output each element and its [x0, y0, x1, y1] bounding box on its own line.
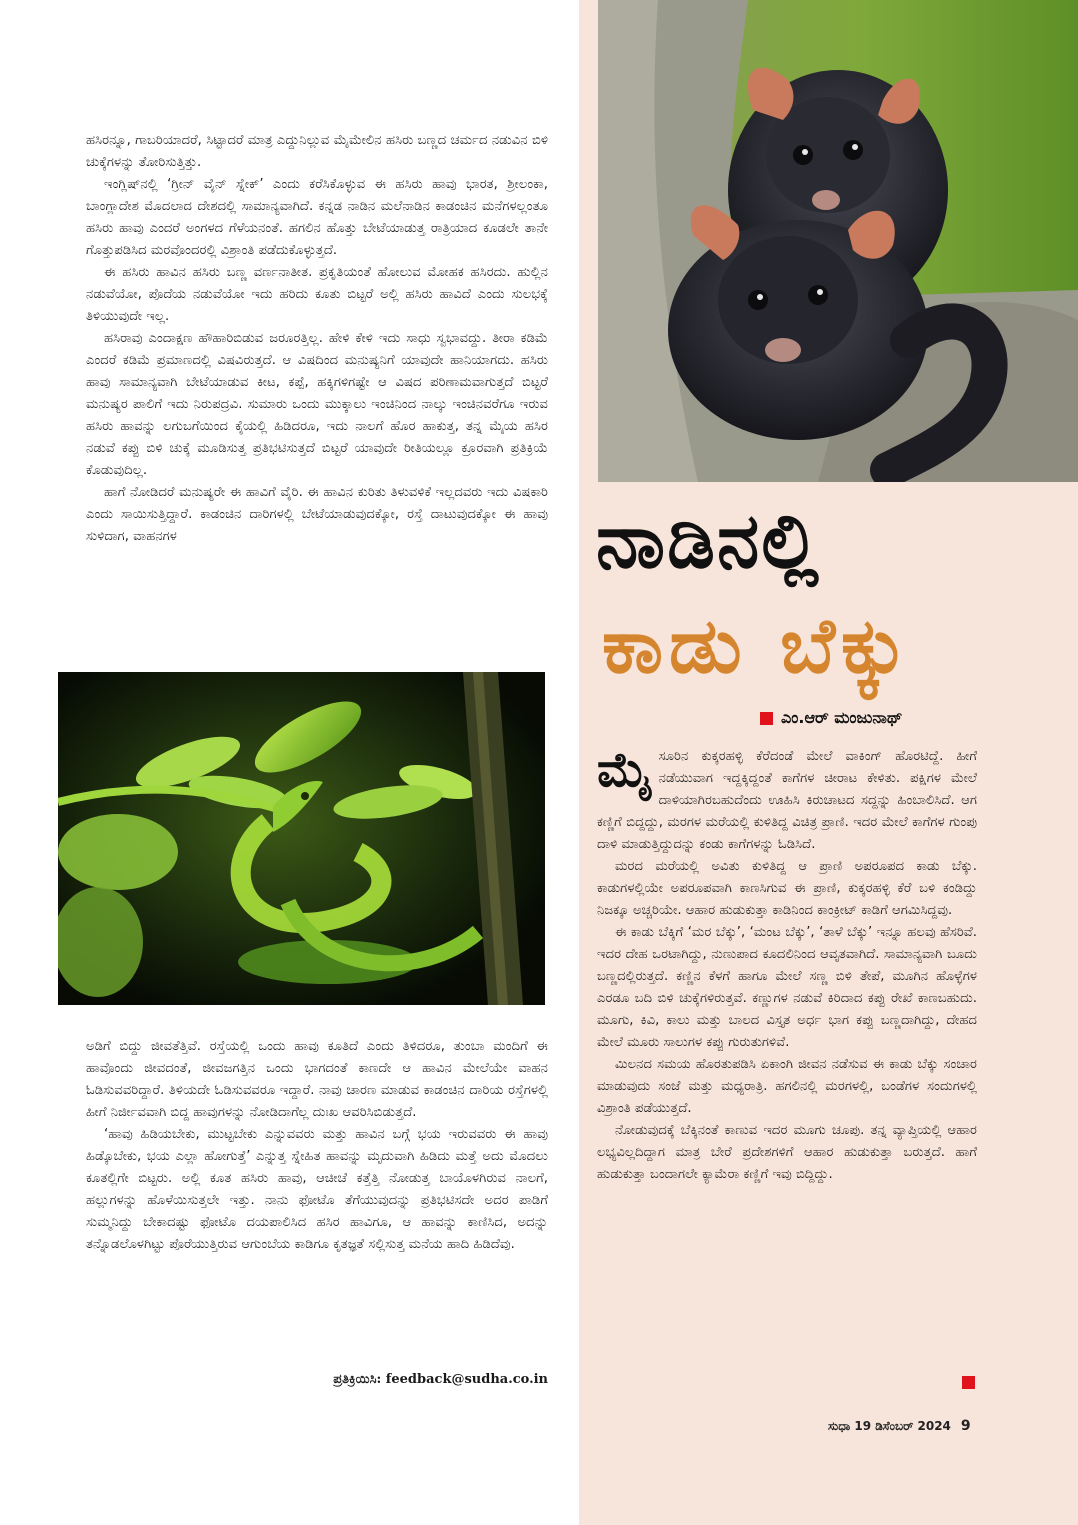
issue-label: ಸುಧಾ 19 ಡಿಸೆಂಬರ್ 2024: [828, 1419, 951, 1433]
right-column: [597, 746, 977, 1366]
paragraph: ಹಸಿರಾವು ಎಂದಾಕ್ಷಣ ಹೌಹಾರಿಬಿಡುವ ಜರೂರತ್ತಿಲ್ಲ. ಹೇಳಿ ಕೇಳಿ ಇದು ಸಾಧು ಸ್ವಭಾವದ್ದು. ತೀರಾ ಕಡಿಮೆ ಎಂದರೆ ಕಡಿಮೆ ಪ್ರಮಾಣದಲ್ಲಿ ವಿಷವಿರುತ್ತದೆ. ಆ ವಿಷದಿಂದ ಮನುಷ್ಯನಿಗೆ ಯಾವುದೇ ಹಾನಿಯಾಗದು. ಹಸಿರು ಹಾವು ಸಾಮಾನ್ಯವಾಗಿ ಬೇಟೆಯಾಡುವ ಕೀಟ, ಕಪ್ಪೆ, ಹಕ್ಕಿಗಳಿಗಷ್ಟೇ ಆ ವಿಷದ ಪರಿಣಾಮವಾಗುತ್ತದೆ ಬಿಟ್ಟರೆ ಮನುಷ್ಯರ ಪಾಲಿಗೆ ಇದು ನಿರುಪದ್ರವಿ. ಸುಮಾರು ಒಂದು ಮುಕ್ಕಾಲು ಇಂಚಿನಿಂದ ನಾಲ್ಕು ಇಂಚಿನವರೆಗೂ ಇರುವ ಹಸಿರು ಹಾವನ್ನು ಲಗುಬಗೆಯಿಂದ ಕೈಯಲ್ಲಿ ಹಿಡಿದರೂ, ಇದು ನಾಲಗೆ ಹೊರ ಹಾಕುತ್ತ, ತನ್ನ ಮೈಯ ಹಸಿರ ನಡುವೆ ಕಪ್ಪು ಬಿಳಿ ಚುಕ್ಕೆ ಮೂಡಿಸುತ್ತ ಪ್ರತಿಭಟಿಸುತ್ತದೆ ಬಿಟ್ಟರೆ ಯಾವುದೇ ರೀತಿಯಲ್ಲೂ ಕ್ರೂರವಾಗಿ ಪ್ರತಿಕ್ರಿಯೆ ಕೊಡುವುದಿಲ್ಲ.: [86, 331, 548, 478]
paragraph: ಅಡಿಗೆ ಬಿದ್ದು ಜೀವತೆತ್ತಿವೆ. ರಸ್ತೆಯಲ್ಲಿ ಒಂದು ಹಾವು ಕೂತಿದೆ ಎಂದು ತಿಳಿದರೂ, ತುಂಬಾ ಮಂದಿಗೆ ಈ ಹಾವೊಂದು ಜೀವದಂತೆ, ಜೀವಜಗತ್ತಿನ ಒಂದು ಭಾಗದಂತೆ ಕಾಣದೇ ಆ ಹಾವಿನ ಮೇಲೆಯೇ ವಾಹನ ಓಡಿಸುವವರಿದ್ದಾರೆ. ತಿಳಿಯದೇ ಓಡಿಸುವವರೂ ಇದ್ದಾರೆ. ನಾವು ಚಾರಣ ಮಾಡುವ ಕಾಡಂಚಿನ ದಾರಿಯ ರಸ್ತೆಗಳಲ್ಲಿ ಹೀಗೆ ನಿರ್ಜೀವವಾಗಿ ಬಿದ್ದ ಹಾವುಗಳನ್ನು ನೋಡಿದಾಗೆಲ್ಲ ದುಃಖ ಆವರಿಸಿಬಿಡುತ್ತದೆ.: [86, 1039, 548, 1120]
paragraph: ಹಾಗೆ ನೋಡಿದರೆ ಮನುಷ್ಯರೇ ಈ ಹಾವಿಗೆ ವೈರಿ. ಈ ಹಾವಿನ ಕುರಿತು ತಿಳುವಳಿಕೆ ಇಲ್ಲದವರು ಇದು ವಿಷಕಾರಿ ಎಂದು ಸಾಯಿಸುತ್ತಿದ್ದಾರೆ. ಕಾಡಂಚಿನ ದಾರಿಗಳಲ್ಲಿ ಬೇಟೆಯಾಡುವುದಕ್ಕೋ, ರಸ್ತೆ ದಾಟುವುದಕ್ಕೋ ಈ ಹಾವು ಸುಳಿದಾಗ, ವಾಹನಗಳ: [86, 485, 548, 544]
lead-paragraph: [597, 746, 977, 856]
paragraph: ಈ ಕಾಡು ಬೆಕ್ಕಿಗೆ ‘ಮರ ಬೆಕ್ಕು’, ‘ಮಂಟ ಬೆಕ್ಕು’, ‘ತಾಳೆ ಬೆಕ್ಕು’ ಇನ್ನೂ ಹಲವು ಹೆಸರಿವೆ. ಇದರ ದೇಹ ಒರಟಾಗಿದ್ದು, ನುಣುಪಾದ ಕೂದಲಿನಿಂದ ಆವೃತವಾಗಿದೆ. ಸಾಮಾನ್ಯವಾಗಿ ಬೂದು ಬಣ್ಣದಲ್ಲಿರುತ್ತದೆ. ಕಣ್ಣಿನ ಕೆಳಗೆ ಹಾಗೂ ಮೇಲೆ ಸಣ್ಣ ಬಿಳಿ ತೇಪೆ, ಮೂಗಿನ ಹೊಳ್ಳೆಗಳ ಎರಡೂ ಬದಿ ಬಿಳಿ ಚುಕ್ಕೆಗಳಿರುತ್ತವೆ. ಕಣ್ಣುಗಳ ನಡುವೆ ಕಿರಿದಾದ ಕಪ್ಪು ರೇಖೆ ಕಾಣಬಹುದು. ಮೂಗು, ಕಿವಿ, ಕಾಲು ಮತ್ತು ಬಾಲದ ವಿಸ್ತೃತ ಅರ್ಧ ಭಾಗ ಕಪ್ಪು ಬಣ್ಣದಾಗಿದ್ದು, ದೇಹದ ಮೇಲೆ ಮೂರು ಸಾಲುಗಳ ಕಪ್ಪು ಗುರುತುಗಳಿವೆ.: [597, 925, 977, 1050]
author-name: ಎಂ.ಆರ್‌ ಮಂಜುನಾಥ್: [781, 708, 903, 727]
end-mark-icon: [962, 1376, 975, 1389]
left-column-bottom: [86, 1036, 548, 1376]
paragraph: ‘ಹಾವು ಹಿಡಿಯಬೇಕು, ಮುಟ್ಟಬೇಕು ಎನ್ನುವವರು ಮತ್ತು ಹಾವಿನ ಬಗ್ಗೆ ಭಯ ಇರುವವರು ಈ ಹಾವು ಹಿಡ್ಕೊಬೇಕು, ಭಯ ಎಲ್ಲಾ ಹೋಗುತ್ತೆ’ ಎನ್ನುತ್ತ ಸ್ನೇಹಿತ ಹಾವನ್ನು ಮೃದುವಾಗಿ ಹಿಡಿದು ಮತ್ತೆ ಅದು ಮೊದಲು ಕೂತಲ್ಲಿಗೇ ಬಿಟ್ಟರು. ಅಲ್ಲಿ ಕೂತ ಹಸಿರು ಹಾವು, ಆಚೀಚೆ ಕತ್ತೆತ್ತಿ ನೋಡುತ್ತ ಬಾಯೊಳಗಿರುವ ನಾಲಗೆ, ಹಲ್ಲುಗಳನ್ನು ಹೊಳೆಯಿಸುತ್ತಲೇ ಇತ್ತು. ನಾನು ಫೋಟೊ ತೆಗೆಯುವುದನ್ನು ಪ್ರತಿಭಟಿಸದೇ ಅದರ ಪಾಡಿಗೆ ಸುಮ್ಮನಿದ್ದು ಬೇಕಾದಷ್ಟು ಫೋಟೊ ದಯಪಾಲಿಸಿದ ಹಸಿರ ಹಾವಿಗೂ, ಆ ಹಾವನ್ನು ಕಾಣಿಸಿದ, ಅದನ್ನು ತನ್ನೊಡಲೊಳಗಿಟ್ಟು ಪೊರೆಯುತ್ತಿರುವ ಆಗುಂಬೆಯ ಕಾಡಿಗೂ ಕೃತಜ್ಞತೆ ಸಲ್ಲಿಸುತ್ತ ಮನೆಯ ಹಾದಿ ಹಿಡಿದೆವು.: [86, 1127, 548, 1252]
paragraph: ಮರದ ಮರೆಯಲ್ಲಿ ಅವಿತು ಕುಳಿತಿದ್ದ ಆ ಪ್ರಾಣಿ ಅಪರೂಪದ ಕಾಡು ಬೆಕ್ಕು. ಕಾಡುಗಳಲ್ಲಿಯೇ ಅಪರೂಪವಾಗಿ ಕಾಣಸಿಗುವ ಈ ಪ್ರಾಣಿ, ಕುಕ್ಕರಹಳ್ಳಿ ಕೆರೆ ಬಳಿ ಕಂಡಿದ್ದು ನಿಜಕ್ಕೂ ಅಚ್ಚರಿಯೇ. ಆಹಾರ ಹುಡುಕುತ್ತಾ ಕಾಡಿನಿಂದ ಕಾಂಕ್ರೀಟ್ ಕಾಡಿಗೆ ಆಗಮಿಸಿದ್ದವು.: [597, 859, 977, 918]
paragraph: ನೋಡುವುದಕ್ಕೆ ಬೆಕ್ಕಿನಂತೆ ಕಾಣುವ ಇದರ ಮೂಗು ಚೂಪು. ತನ್ನ ವ್ಯಾಪ್ತಿಯಲ್ಲಿ ಆಹಾರ ಲಭ್ಯವಿಲ್ಲದಿದ್ದಾಗ ಮಾತ್ರ ಬೇರೆ ಪ್ರದೇಶಗಳಿಗೆ ಆಹಾರ ಹುಡುಕುತ್ತಾ ಬರುತ್ತದೆ. ಹಾಗೆ ಹುಡುಕುತ್ತಾ ಬಂದಾಗಲೇ ಕ್ಯಾಮೆರಾ ಕಣ್ಣಿಗೆ ಇವು ಬಿದ್ದಿದ್ದು.: [597, 1123, 977, 1182]
byline: [760, 708, 902, 728]
green-vine-snake-photo: [58, 672, 545, 1005]
lead-text: ಸೂರಿನ ಕುಕ್ಕರಹಳ್ಳಿ ಕೆರೆದಂಡೆ ಮೇಲೆ ವಾಕಿಂಗ್ ಹೊರಟಿದ್ದೆ. ಹೀಗೆ ನಡೆಯುವಾಗ ಇದ್ದಕ್ಕಿದ್ದಂತೆ ಕಾಗೆಗಳ ಚೀರಾಟ ಕೇಳಿತು. ಪಕ್ಷಿಗಳ ಮೇಲೆ ದಾಳಿಯಾಗಿರಬಹುದೆಂದು ಊಹಿಸಿ ಕಿರುಚಾಟದ ಸದ್ದನ್ನು ಹಿಂಬಾಲಿಸಿದೆ. ಆಗ ಕಣ್ಣಿಗೆ ಬಿದ್ದದ್ದು, ಮರಗಳ ಮರೆಯಲ್ಲಿ ಕುಳಿತಿದ್ದ ವಿಚಿತ್ರ ಪ್ರಾಣಿ. ಇದರ ಮೇಲೆ ಕಾಗೆಗಳ ಗುಂಪು ದಾಳಿ ಮಾಡುತ್ತಿದ್ದುದನ್ನು ಕಂಡು ಕಾಗೆಗಳನ್ನು ಓಡಿಸಿದೆ.: [597, 749, 977, 852]
left-column-top: [86, 130, 548, 660]
page-number: 9: [960, 1418, 971, 1434]
palm-civet-photo: [598, 0, 1078, 482]
dropcap: ಮೈ: [597, 746, 653, 798]
paragraph: ಮಿಲನದ ಸಮಯ ಹೊರತುಪಡಿಸಿ ಏಕಾಂಗಿ ಜೀವನ ನಡೆಸುವ ಈ ಕಾಡು ಬೆಕ್ಕು ಸಂಚಾರ ಮಾಡುವುದು ಸಂಜೆ ಮತ್ತು ಮಧ್ಯರಾತ್ರಿ. ಹಗಲಿನಲ್ಲಿ ಮರಗಳಲ್ಲಿ, ಬಂಡೆಗಳ ಸಂದುಗಳಲ್ಲಿ ವಿಶ್ರಾಂತಿ ಪಡೆಯುತ್ತದೆ.: [597, 1057, 977, 1116]
paragraph: ಹಸಿರನ್ನೂ, ಗಾಬರಿಯಾದರೆ, ಸಿಟ್ಟಾದರೆ ಮಾತ್ರ ಎದ್ದುನಿಲ್ಲುವ ಮೈಮೇಲಿನ ಹಸಿರು ಬಣ್ಣದ ಚರ್ಮದ ನಡುವಿನ ಬಿಳಿ ಚುಕ್ಕೆಗಳನ್ನು ತೋರಿಸುತ್ತಿತ್ತು.: [86, 133, 548, 170]
paragraph: ಈ ಹಸಿರು ಹಾವಿನ ಹಸಿರು ಬಣ್ಣ ವರ್ಣನಾತೀತ. ಪ್ರಕೃತಿಯಂತೆ ಹೋಲುವ ಮೋಹಕ ಹಸಿರದು. ಹುಲ್ಲಿನ ನಡುವೆಯೋ, ಪೊದೆಯ ನಡುವೆಯೋ ಇದು ಹರಿದು ಕೂತು ಬಿಟ್ಟರೆ ಅಲ್ಲಿ ಹಸಿರು ಹಾವಿದೆ ಎಂದು ಸುಲಭಕ್ಕೆ ತಿಳಿಯುವುದೇ ಇಲ್ಲ.: [86, 265, 548, 324]
page-footer: [828, 1418, 971, 1434]
paragraph: ಇಂಗ್ಲಿಷ್‌ನಲ್ಲಿ ‘ಗ್ರೀನ್ ವೈನ್ ಸ್ನೇಕ್’ ಎಂದು ಕರೆಸಿಕೊಳ್ಳುವ ಈ ಹಸಿರು ಹಾವು ಭಾರತ, ಶ್ರೀಲಂಕಾ, ಬಾಂಗ್ಲಾದೇಶ ಮೊದಲಾದ ದೇಶದಲ್ಲಿ ಸಾಮಾನ್ಯವಾಗಿದೆ. ಕನ್ನಡ ನಾಡಿನ ಮಲೆನಾಡಿನ ಕಾಡಂಚಿನ ಮನೆಗಳಲ್ಲಂತೂ ಹಸಿರು ಹಾವು ಎಂದರೆ ಅಂಗಳದ ಗೆಳೆಯನಂತೆ. ಹಗಲಿನ ಹೊತ್ತು ಬೇಟೆಯಾಡುತ್ತ ರಾತ್ರಿಯಾದ ಕೂಡಲೇ ತಾನೇ ಗೊತ್ತುಪಡಿಸಿದ ಮರವೊಂದರಲ್ಲಿ ವಿಶ್ರಾಂತಿ ಪಡೆದುಕೊಳ್ಳುತ್ತದೆ.: [86, 177, 548, 258]
red-square-icon: [760, 712, 773, 725]
article-title-line2: ಕಾಡು ಬೆಕ್ಕು: [602, 601, 913, 690]
feedback-line: ಪ್ರತಿಕ್ರಿಯಿಸಿ: feedback@sudha.co.in: [333, 1372, 548, 1387]
article-title-line1: ನಾಡಿನಲ್ಲಿ: [596, 496, 821, 585]
